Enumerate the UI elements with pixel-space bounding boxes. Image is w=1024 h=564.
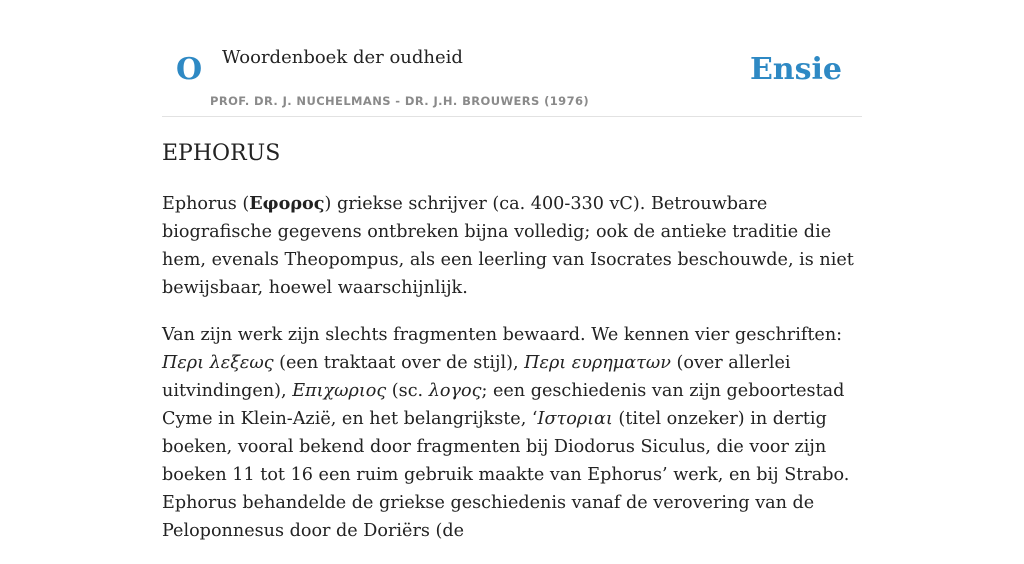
p2-greek-1: Περι λεξεως [162,353,274,373]
p2-text-5: ; een geschiedenis van zijn geboortestad Cyme in Klein-Azië, en het belangrijkste, ‘ [162,381,845,429]
entry-paragraph-2 [162,321,862,545]
site-logo[interactable]: Ensie [749,52,842,87]
book-icon[interactable]: O [176,52,203,87]
entry-content [162,138,862,564]
p2-text-4: (sc. [386,381,429,401]
entry-paragraph-1 [162,190,862,302]
p1-text-1: Ephorus ( [162,194,250,214]
p1-greek-name: Εφορος [249,193,325,214]
p1-text-2: ) griekse schrijver (ca. 400-330 vC). Betrouwbare biografische gegevens ontbreken bijna volledig; ook de antieke traditie die hem, evenals Theopompus, als een leerling van Isocrates beschouwde, is niet bewijsbaar, hoewel waarschijnlijk. [162,194,854,298]
p2-text-3: (over allerlei uitvindingen), [162,353,791,401]
p2-text-2: (een traktaat over de stijl), [273,353,525,373]
p2-greek-3: Επιχωριος [292,381,387,401]
p2-text-6: (titel onzeker) in dertig boeken, vooral bekend door fragmenten bij Diodorus Siculus, die voor zijn boeken 11 tot 16 een ruim gebruik maakte van Ephorus’ werk, en bij Strabo. Ephorus behandelde de griekse geschiedenis vanaf de verovering van de Peloponnesus door de Doriërs (de [162,409,850,541]
book-authors: PROF. DR. J. NUCHELMANS - DR. J.H. BROUWERS (1976) [210,94,590,108]
book-header [162,0,862,117]
p2-greek-2: Περι ευρηματων [524,353,671,373]
book-title[interactable]: Woordenboek der oudheid [222,47,463,68]
entry-title: EPHORUS [162,141,281,166]
p2-greek-4: λογος [428,381,482,401]
p2-greek-5: Ιστοριαι [537,409,613,429]
p2-text-1: Van zijn werk zijn slechts fragmenten bewaard. We kennen vier geschriften: [162,325,843,345]
